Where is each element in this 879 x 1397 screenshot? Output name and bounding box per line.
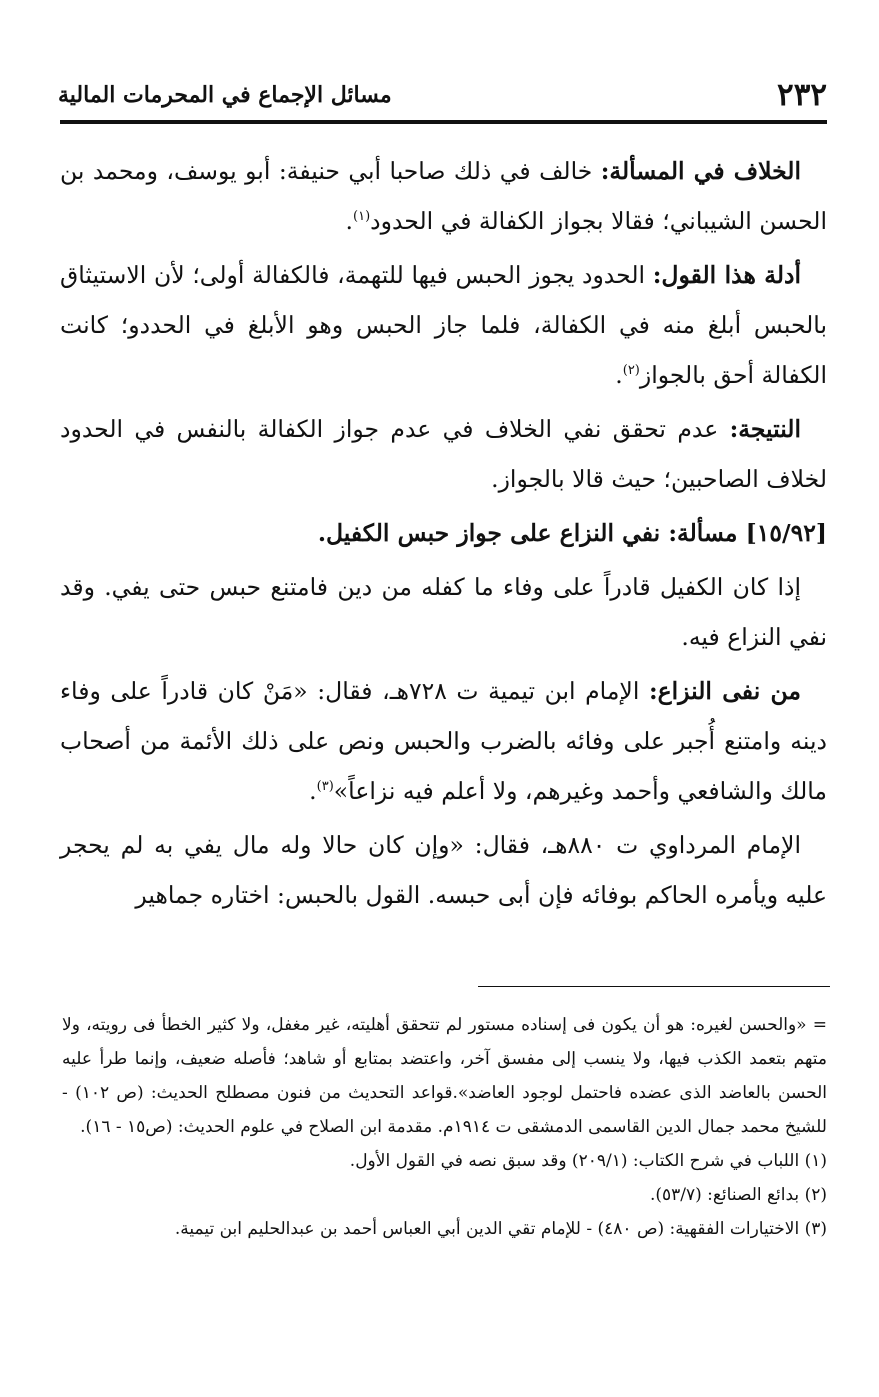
footnote-text: اللباب في شرح الكتاب: (٢٠٩/١) وقد سبق نصه في القول الأول. [349,1151,805,1171]
issue-heading: [١٥/٩٢] مسألة: نفي النزاع على جواز حبس الكفيل. [317,519,827,547]
paragraph-disagreement [60,146,827,246]
footnote-number: (٣) [804,1219,827,1239]
header-rule [60,120,827,124]
paragraph-end: . [615,361,623,389]
footnote-number: (٢) [804,1185,827,1205]
page-header [58,70,827,120]
paragraph-text: خالف في ذلك صاحبا أبي حنيفة: أبو يوسف، ومحمد بن الحسن الشيباني؛ فقالا بجواز الكفالة في الحدود [60,157,827,235]
footnote-text: بدائع الصنائع: (٥٣/٧). [649,1185,805,1205]
footnote-separator [478,986,830,987]
footnote-number: (١) [804,1151,827,1171]
page-number: ٢٣٢ [777,77,827,113]
paragraph-lead: النتيجة: [729,415,801,443]
footnotes [62,1008,827,1246]
footnote-continued: = «والحسن لغيره: هو أن يكون فى إسناده مستور لم تتحقق أهليته، غير مغفل، ولا كثير الخطأ فى رويته، ولا متهم بتعمد الكذب فيها، ولا ينسب إلى مفسق آخر، واعتضد بمتابع أو شاهد؛ فأصله ضعيف، وإنما طرأ عليه الحسن بالعاضد الذى عضده فاحتمل لوجود العاضد».قواعد التحديث من فنون مصطلح الحديث: (ص ١٠٢) - للشيخ محمد جمال الدين القاسمى الدمشقى ت ١٩١٤م. مقدمة ابن الصلاح في علوم الحديث: (ص١٥ - ١٦). [62,1015,828,1137]
footnote-ref: (٢) [622,363,640,379]
footnote-3 [62,1212,827,1246]
paragraph-text: الإمام ابن تيمية ت ٧٢٨هـ، فقال: «مَنْ كان قادراً على وفاء دينه وامتنع أُجبر على وفائه بالضرب والحبس ونص على ذلك الأئمة من أصحاب مالك والشافعي وأحمد وغيرهم، ولا أعلم فيه نزاعاً» [60,677,827,805]
footnote-2 [62,1178,827,1212]
paragraph-lead: الخلاف في المسألة: [600,157,801,185]
paragraph-lead: من نفى النزاع: [648,677,801,705]
paragraph-text: إذا كان الكفيل قادراً على وفاء ما كفله من دين فامتنع حبس حتى يفي. وقد نفي النزاع فيه. [60,573,827,651]
paragraph-end: . [345,207,354,235]
paragraph-lead: أدلة هذا القول: [652,261,801,289]
paragraph-text: الإمام المرداوي ت ٨٨٠هـ، فقال: «وإن كان حالا وله مال يفي به لم يحجر عليه ويأمره الحاكم بوفائه فإن أبى حبسه. القول بالحبس: اختاره جماهير [60,831,827,909]
paragraph-evidence [60,250,827,400]
footnote-ref: (١) [353,209,371,225]
paragraph-who-denied [60,666,827,816]
paragraph-text: الحدود يجوز الحبس فيها للتهمة، فالكفالة أولى؛ لأن الاستيثاق بالحبس أبلغ منه في الكفالة، فلما جاز الحبس وهو الأبلغ في الحددو؛ كانت الكفالة أحق بالجواز [60,261,827,389]
running-title: مسائل الإجماع في المحرمات المالية [58,82,392,108]
paragraph-end: . [309,777,317,805]
footnote-ref: (٣) [316,779,334,795]
footnote-text: الاختيارات الفقهية: (ص ٤٨٠) - للإمام تقي الدين أبي العباس أحمد بن عبدالحليم ابن تيمية. [174,1219,805,1239]
paragraph-issue-statement [60,562,827,662]
paragraph-result [60,404,827,504]
paragraph-text: عدم تحقق نفي الخلاف في عدم جواز الكفالة بالنفس في الحدود لخلاف الصاحبين؛ حيث قالا بالجواز. [60,415,827,493]
main-text [60,146,827,924]
footnote-1 [62,1144,827,1178]
paragraph-mardawi [60,820,827,920]
